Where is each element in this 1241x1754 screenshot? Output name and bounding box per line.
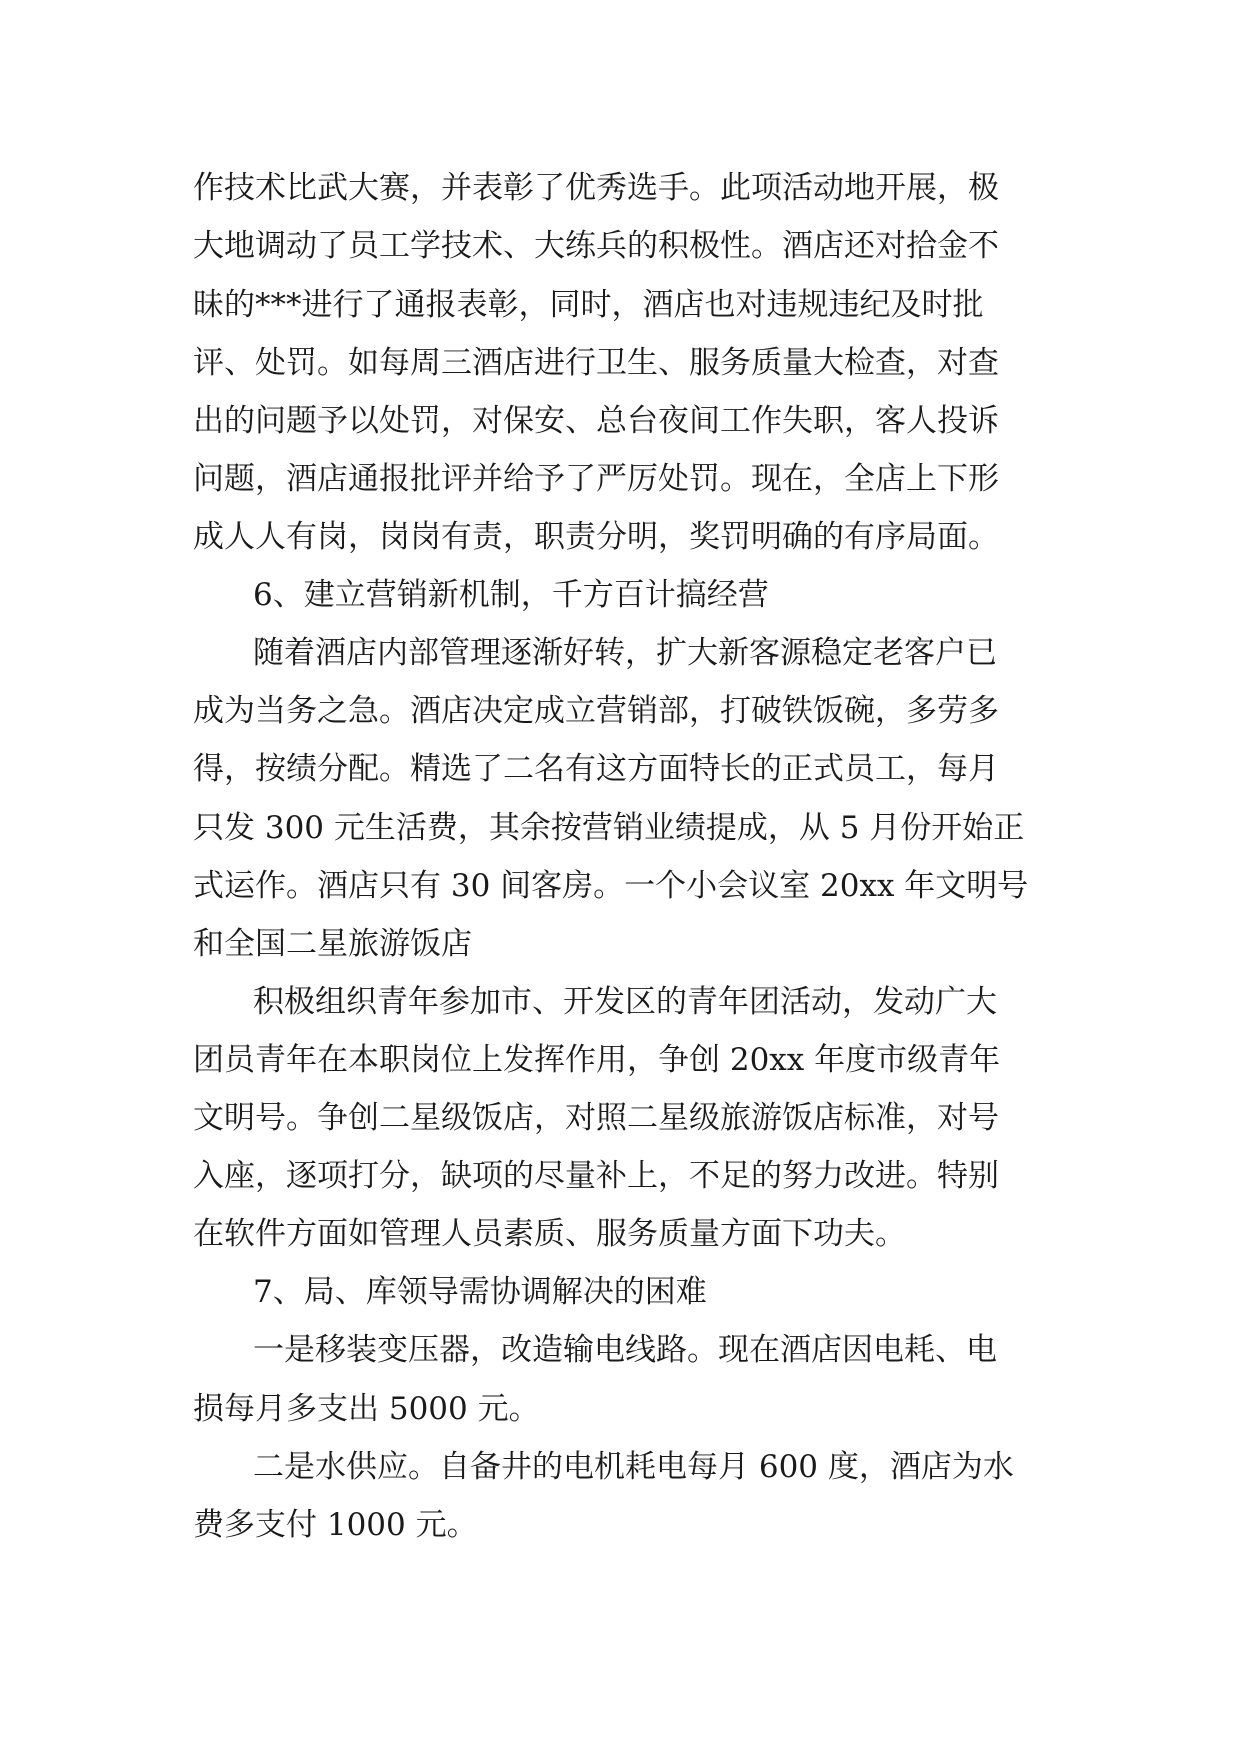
body-line: 团员青年在本职岗位上发挥作用，争创 20xx 年度市级青年 [193,1042,1001,1078]
body-line: 只发 300 元生活费，其余按营销业绩提成，从 5 月份开始正 [193,810,1025,846]
body-line: 二是水供应。自备井的电机耗电每月 600 度，酒店为水 [253,1449,1014,1485]
body-line: 费多支付 1000 元。 [193,1507,478,1543]
body-line: 文明号。争创二星级饭店，对照二星级旅游饭店标准，对号 [193,1100,999,1136]
body-line: 式运作。酒店只有 30 间客房。一个小会议室 20xx 年文明号 [193,868,1029,904]
body-line: 昧的***进行了通报表彰，同时，酒店也对违规违纪及时批 [193,287,984,323]
body-line: 作技术比武大赛，并表彰了优秀选手。此项活动地开展，极 [193,170,999,206]
body-line: 成为当务之急。酒店决定成立营销部，打破铁饭碗，多劳多 [193,693,999,729]
body-line: 损每月多支出 5000 元。 [193,1391,540,1427]
section-heading: 7、局、库领导需协调解决的困难 [253,1274,707,1310]
body-line: 出的问题予以处罚，对保安、总台夜间工作失职，客人投诉 [193,403,999,439]
body-line: 成人人有岗，岗岗有责，职责分明，奖罚明确的有序局面。 [193,519,999,555]
body-line: 和全国二星旅游饭店 [193,926,472,962]
body-line: 大地调动了员工学技术、大练兵的积极性。酒店还对拾金不 [193,228,999,264]
body-line: 一是移装变压器，改造输电线路。现在酒店因电耗、电 [253,1332,997,1368]
body-line: 评、处罚。如每周三酒店进行卫生、服务质量大检查，对查 [193,345,999,381]
body-line: 积极组织青年参加市、开发区的青年团活动，发动广大 [253,984,997,1020]
body-line: 在软件方面如管理人员素质、服务质量方面下功夫。 [193,1216,906,1252]
body-line: 得，按绩分配。精选了二名有这方面特长的正式员工，每月 [193,751,999,787]
body-line: 入座，逐项打分，缺项的尽量补上，不足的努力改进。特别 [193,1158,999,1194]
body-line: 随着酒店内部管理逐渐好转，扩大新客源稳定老客户已 [253,635,997,671]
section-heading: 6、建立营销新机制，千方百计搞经营 [253,577,769,613]
body-line: 问题，酒店通报批评并给予了严厉处罚。现在，全店上下形 [193,461,999,497]
